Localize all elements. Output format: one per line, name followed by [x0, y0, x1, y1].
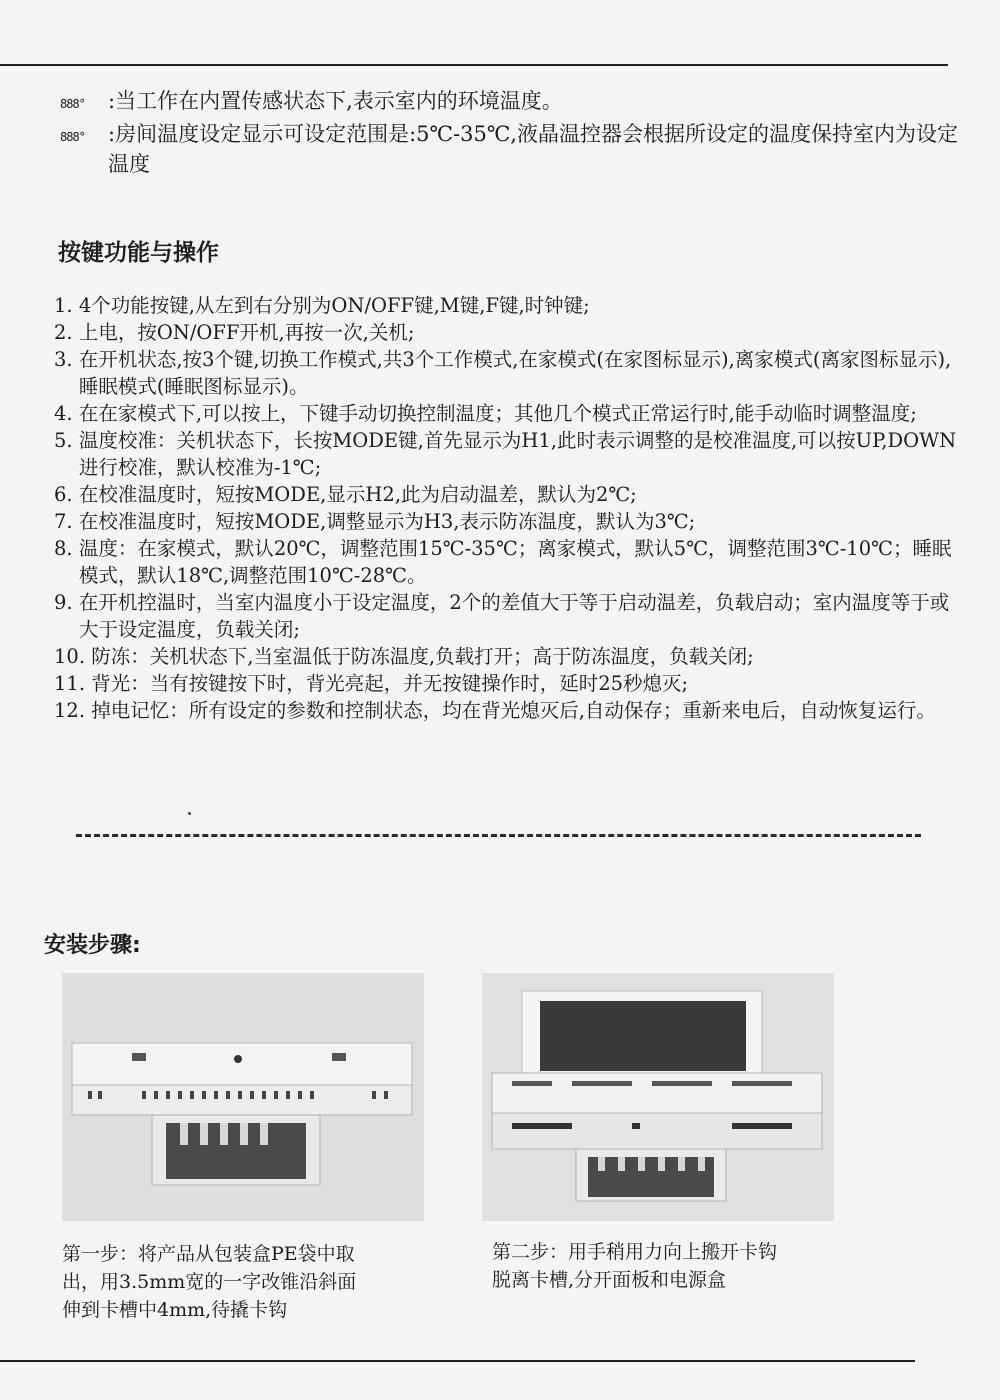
bottom-rule [0, 1360, 915, 1362]
temperature-digits-icon: 888° [60, 97, 85, 111]
intro-block [60, 86, 970, 179]
list-item: 7. 在校准温度时，短按MODE,调整显示为H3,表示防冻温度，默认为3℃; [54, 510, 696, 533]
list-item: 8. 温度：在家模式，默认20℃，调整范围15℃-35℃；离家模式，默认5℃，调整范围3℃-10℃；睡眠模式，默认18℃,调整范围10℃-28℃。 [54, 537, 952, 587]
list-item: 10. 防冻：关机状态下,当室温低于防冻温度,负载打开；高于防冻温度，负载关闭; [54, 645, 754, 668]
temperature-digits-icon: 888° [60, 130, 85, 144]
intro-line [60, 86, 970, 119]
list-item: 5. 温度校准：关机状态下，长按MODE键,首先显示为H1,此时表示调整的是校准温度,可以按UP,DOWN进行校准，默认校准为-1℃; [54, 429, 957, 479]
top-rule [0, 64, 948, 66]
thermostat-bottom-image [62, 973, 424, 1221]
intro-line [60, 119, 970, 179]
list-item: 3. 在开机状态,按3个键,切换工作模式,共3个工作模式,在家模式(在家图标显示),离家模式(离家图标显示),睡眠模式(睡眠图标显示)。 [54, 348, 952, 398]
keys-section-title: 按键功能与操作 [58, 240, 219, 266]
list-item: 6. 在校准温度时，短按MODE,显示H2,此为启动温差，默认为2℃; [54, 483, 637, 506]
intro-text: :当工作在内置传感状态下,表示室内的环境温度。 [108, 89, 563, 113]
list-item: 9. 在开机控温时，当室内温度小于设定温度，2个的差值大于等于启动温差，负载启动；室内温度等于或大于设定温度，负载关闭; [54, 591, 950, 641]
install-section-title: 安装步骤: [44, 933, 141, 958]
keys-list [54, 292, 964, 724]
stray-dot [188, 812, 191, 815]
list-item: 1. 4个功能按键,从左到右分别为ON/OFF键,M键,F键,时钟键; [54, 294, 590, 317]
step2-caption: 第二步：用手稍用力向上搬开卡钩脱离卡槽,分开面板和电源盒 [492, 1241, 778, 1291]
thermostat-separated-image [482, 973, 834, 1221]
step1-caption: 第一步：将产品从包装盒PE袋中取出，用3.5mm宽的一字改锥沿斜面伸到卡槽中4mm,待撬卡钩 [62, 1243, 357, 1321]
list-item: 4. 在在家模式下,可以按上，下键手动切换控制温度；其他几个模式正常运行时,能手动临时调整温度; [54, 402, 917, 425]
list-item: 12. 掉电记忆：所有设定的参数和控制状态，均在背光熄灭后,自动保存；重新来电后，自动恢复运行。 [54, 699, 936, 722]
step2-photo [482, 973, 834, 1221]
step1-photo [62, 973, 424, 1221]
list-item: 2. 上电，按ON/OFF开机,再按一次,关机; [54, 321, 415, 344]
dashed-divider [76, 834, 921, 837]
intro-text: :房间温度设定显示可设定范围是:5℃-35℃,液晶温控器会根据所设定的温度保持室内为设定温度 [108, 122, 958, 176]
list-item: 11. 背光：当有按键按下时，背光亮起，并无按键操作时，延时25秒熄灭; [54, 672, 689, 695]
